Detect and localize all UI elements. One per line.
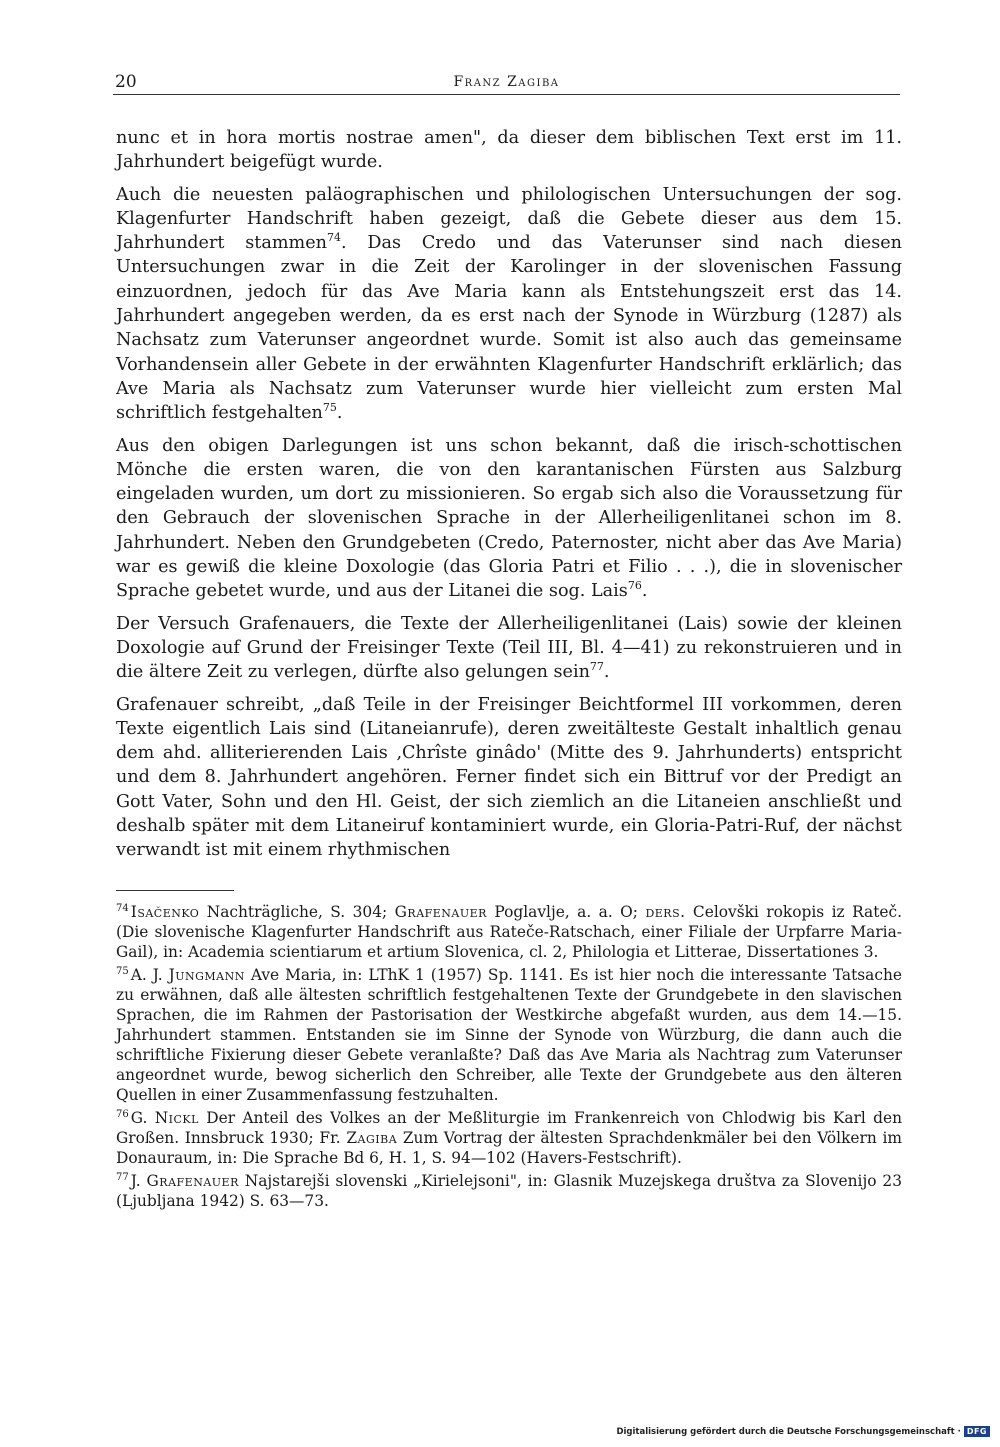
footnote-ref-75: 75 xyxy=(322,401,337,415)
footnote-76: $^{76}$ G. Nickl Der Anteil des Volkes an der Meßliturgie im Frankenreich von Chlodwig bis Karl den Großen. Innsbruck 1930; Fr. Zagiba Zum Vortrag der ältesten Sprachdenkmäler bei den Völkern im Donauraum, in: Die Sprache Bd 6, H. 1, S. 94—102 (Havers-Festschrift). xyxy=(116,1108,903,1167)
paragraph-4: Der Versuch Grafenauers, die Texte der Allerheiligenlitanei (Lais) sowie der kleinen Doxologie auf Grund der Freisinger Texte (Teil III, Bl. 4—41) zu rekonstruieren und in die ältere Zeit zu verlegen, dürfte also gelungen sein$^{77}$. xyxy=(116,613,902,683)
footnote-separator xyxy=(116,890,234,891)
footnote-ref-74: 74 xyxy=(326,231,341,245)
running-title: Franz Zagiba xyxy=(453,74,560,90)
footnote-ref-76: 76 xyxy=(627,579,642,593)
page-header xyxy=(113,70,900,95)
main-text xyxy=(116,126,902,871)
digitization-banner xyxy=(616,1426,990,1437)
footnote-77: $^{77}$ J. Grafenauer Najstarejši slovenski „Kirielejsoni", in: Glasnik Muzejskega društva za Slovenijo 23 (Ljubljana 1942) S. 63—73. xyxy=(116,1171,902,1210)
footnotes xyxy=(116,902,902,1214)
footnote-ref-77: 77 xyxy=(589,660,604,674)
paragraph-3: Aus den obigen Darlegungen ist uns schon bekannt, daß die irisch-schottischen Mönche die ersten waren, die von den karantanischen Fürsten aus Salzburg eingeladen wurden, um dort zu missionieren. So ergab sich also die Voraussetzung für den Gebrauch der slovenischen Sprache in der Allerheiligenlitanei schon im 8. Jahrhundert. Neben den Grundgebeten (Credo, Paternoster, nicht aber das Ave Maria) war es gewiß die kleine Doxologie (das Gloria Patri et Filio . . .), die in slovenischer Sprache gebetet wurde, und aus der Litanei die sog. Lais$^{76}$. xyxy=(116,435,902,602)
page-number: 20 xyxy=(115,72,137,92)
footnote-75: $^{75}$ A. J. Jungmann Ave Maria, in: LThK 1 (1957) Sp. 1141. Es ist hier noch die interessante Tatsache zu erwähnen, daß alle ältesten schriftlich festgehaltenen Texte der Grundgebete in den slavischen Sprachen, die im Rahmen der Pastorisation der Westkirche abgefaßt wurden, aus dem 14.—15. Jahrhundert stammen. Entstanden sie im Sinne der Synode von Würzburg, die dann auch die schriftliche Fixierung dieser Gebete veranlaßte? Daß das Ave Maria als Nachtrag zum Vaterunser angeordnet wurde, bewog sicherlich den Schreiber, alle Texte der Grundgebete aus den älteren Quellen in einer Zusammenfassung festzuhalten. xyxy=(116,965,902,1104)
paragraph-1: nunc et in hora mortis nostrae amen", da dieser dem biblischen Text erst im 11. Jahrhundert beigefügt wurde. xyxy=(116,128,902,173)
paragraph-5: Grafenauer schreibt, „daß Teile in der Freisinger Beichtformel III vorkommen, deren Texte eigentlich Lais sind (Litaneianrufe), deren zweitälteste Gestalt inhaltlich genau dem ahd. alliterierenden Lais ‚Chrîste ginâdo' (Mitte des 9. Jahrhunderts) entspricht und dem 8. Jahrhundert angehören. Ferner findet sich ein Bittruf vor der Predigt an Gott Vater, Sohn und den Hl. Geist, der sich ziemlich an die Litaneien anschließt und deshalb später mit dem Litaneiruf kontaminiert wurde, ein Gloria-Patri-Ruf, der nächst verwandt ist mit einem rhythmischen xyxy=(116,694,902,861)
footnote-74: $^{74}$ Isačenko Nachträgliche, S. 304; Grafenauer Poglavlje, a. a. O; ders. Celovški rokopis iz Rateč. (Die slovenische Klagenfurter Handschrift aus Rateče-Ratschach, einer Filiale der Urpfarre Maria-Gail), in: Academia scientiarum et artium Slovenica, cl. 2, Philologia et Litterae, Dissertationes 3. xyxy=(116,902,902,961)
dfg-logo: DFG xyxy=(964,1426,990,1437)
banner-text: Digitalisierung gefördert durch die Deutsche Forschungsgemeinschaft · xyxy=(616,1426,961,1437)
paragraph-2: Auch die neuesten paläographischen und philologischen Untersuchungen der sog. Klagenfurter Handschrift haben gezeigt, daß die Gebete dieser aus dem 15. Jahrhundert stammen$^{74}$. Das Credo und das Vaterunser sind nach diesen Untersuchungen zwar in die Zeit der Karolinger in der slovenischen Fassung einzuordnen, jedoch für das Ave Maria kann als Entstehungszeit erst das 14. Jahrhundert angegeben werden, da es erst nach der Synode in Würzburg (1287) als Nachsatz zum Vaterunser angeordnet wurde. Somit ist also auch das gemeinsame Vorhandensein aller Gebete in der erwähnten Klagenfurter Handschrift erklärlich; das Ave Maria als Nachsatz zum Vaterunser wurde hier vielleicht zum ersten Mal schriftlich festgehalten$^{75}$. xyxy=(116,184,902,424)
